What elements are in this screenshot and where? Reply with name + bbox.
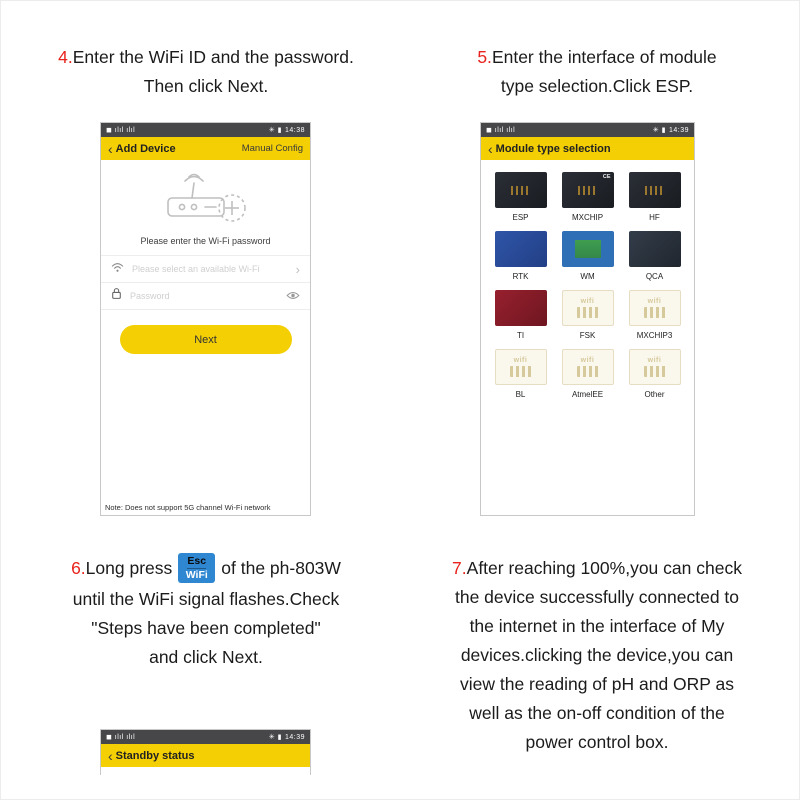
step-6-line1-pre: Long press: [85, 557, 173, 578]
status-time: 14:38: [284, 126, 305, 134]
step-7-line7: power control box.: [525, 732, 669, 752]
app-header: [481, 137, 694, 160]
status-bar: [481, 123, 694, 137]
module-image: [562, 231, 614, 267]
status-right-icons: ✳ ▮: [268, 127, 282, 134]
step-5-number: 5.: [477, 47, 492, 67]
wifi-logo-bars-icon: [644, 307, 666, 318]
step-7-line6: well as the on-off condition of the: [469, 703, 725, 723]
module-image: [562, 290, 614, 326]
step-6-line2: until the WiFi signal flashes.Check: [72, 589, 340, 609]
module-label: AtmelEE: [571, 390, 604, 399]
app-header: [101, 137, 310, 160]
module-image: [562, 172, 614, 208]
step-6-line3: "Steps have been completed": [91, 618, 321, 638]
back-icon[interactable]: ‹: [108, 747, 113, 764]
page-title: Module type selection: [495, 142, 611, 155]
wifi-logo-bars-icon: [510, 366, 532, 377]
module-tile-hf[interactable]: [621, 172, 688, 222]
note-5g-warning: Note: Does not support 5G channel Wi-Fi network: [105, 503, 271, 512]
step-6-line4: and click Next.: [149, 647, 263, 667]
step-7-line5: view the reading of pH and ORP as: [459, 674, 734, 694]
module-label: MXCHIP3: [636, 331, 673, 340]
module-mark: CE: [602, 174, 611, 180]
status-time: 14:39: [668, 126, 689, 134]
page-title: Add Device: [115, 142, 176, 155]
wifi-logo-word: wifi: [647, 357, 662, 364]
module-image: [629, 231, 681, 267]
step-6-line1-post: of the ph-803W: [221, 557, 341, 578]
wifi-label: WiFi: [185, 568, 208, 581]
wifi-logo-word: wifi: [513, 357, 528, 364]
module-image: [629, 172, 681, 208]
module-tile-fsk[interactable]: [554, 290, 621, 340]
module-label: HF: [649, 213, 660, 222]
step-5-line1: Enter the interface of module: [491, 47, 717, 67]
back-icon[interactable]: ‹: [108, 140, 113, 157]
module-tile-other[interactable]: [621, 349, 688, 399]
manual-config-button[interactable]: Manual Config: [241, 143, 303, 154]
wifi-logo-bars-icon: [577, 366, 599, 377]
module-label: Other: [644, 390, 665, 399]
module-label: ESP: [512, 213, 529, 222]
status-right-icons: ✳ ▮: [652, 127, 666, 134]
module-image: [495, 349, 547, 385]
router-illustration: [101, 170, 310, 232]
wifi-logo-word: wifi: [647, 298, 662, 305]
module-tile-rtk[interactable]: [487, 231, 554, 281]
status-left-icons: ◼ ılıl ılıl: [486, 127, 516, 134]
wifi-select-row[interactable]: [101, 256, 310, 283]
esc-label: Esc: [187, 555, 207, 567]
phone-screenshot-standby-status: [100, 729, 311, 775]
password-placeholder: Password: [130, 291, 170, 301]
wifi-logo-bars-icon: [577, 307, 599, 318]
step-7-line1: After reaching 100%,you can check: [466, 558, 742, 578]
module-label: FSK: [579, 331, 596, 340]
module-label: BL: [515, 390, 526, 399]
module-label: TI: [516, 331, 525, 340]
wifi-password-hint: Please enter the Wi-Fi password: [101, 236, 310, 256]
module-tile-bl[interactable]: [487, 349, 554, 399]
module-tile-esp[interactable]: [487, 172, 554, 222]
step-4-number: 4.: [58, 47, 73, 67]
module-tile-mxchip[interactable]: [554, 172, 621, 222]
status-right-icons: ✳ ▮: [268, 734, 282, 741]
step-6-number: 6.: [71, 557, 86, 578]
app-header: [101, 744, 310, 767]
lock-icon: [111, 287, 122, 305]
status-bar: [101, 123, 310, 137]
wifi-icon: [111, 260, 124, 278]
module-label: WM: [580, 272, 595, 281]
module-image: [629, 349, 681, 385]
module-image: [629, 290, 681, 326]
step-4-line1: Enter the WiFi ID and the password.: [72, 47, 354, 67]
module-tile-ti[interactable]: [487, 290, 554, 340]
phone-screenshot-add-device: [100, 122, 311, 516]
wifi-select-placeholder: Please select an available Wi-Fi: [132, 264, 260, 274]
status-left-icons: ◼ ılıl ılıl: [106, 734, 136, 741]
next-button[interactable]: Next: [120, 325, 292, 354]
module-image: [495, 290, 547, 326]
module-tile-qca[interactable]: [621, 231, 688, 281]
step-4-instruction: [29, 43, 383, 101]
module-tile-wm[interactable]: [554, 231, 621, 281]
step-6-instruction: [29, 551, 383, 672]
step-7-number: 7.: [452, 558, 467, 578]
step-5-instruction: [429, 43, 765, 101]
module-grid: [481, 160, 694, 399]
back-icon[interactable]: ‹: [488, 140, 493, 157]
module-tile-mxchip3[interactable]: [621, 290, 688, 340]
step-5-line2: type selection.Click ESP.: [500, 76, 694, 96]
chevron-right-icon: ›: [295, 261, 300, 277]
step-7-line3: the internet in the interface of My: [469, 616, 725, 636]
step-4-line2: Then click Next.: [143, 76, 269, 96]
module-image: [562, 349, 614, 385]
esc-wifi-button-icon: [178, 553, 215, 583]
wifi-logo-word: wifi: [580, 298, 595, 305]
phone-screenshot-module-selection: [480, 122, 695, 516]
page-title: Standby status: [115, 749, 195, 762]
module-image: [495, 172, 547, 208]
password-row[interactable]: [101, 283, 310, 310]
module-label: QCA: [645, 272, 664, 281]
status-bar: [101, 730, 310, 744]
status-left-icons: ◼ ılıl ılıl: [106, 127, 136, 134]
eye-icon[interactable]: [286, 287, 300, 305]
module-label: MXCHIP: [571, 213, 604, 222]
module-tile-atmelee[interactable]: [554, 349, 621, 399]
step-7-line2: the device successfully connected to: [454, 587, 740, 607]
step-7-instruction: [419, 554, 775, 757]
wifi-logo-word: wifi: [580, 357, 595, 364]
module-image: [495, 231, 547, 267]
module-label: RTK: [512, 272, 529, 281]
status-time: 14:39: [284, 733, 305, 741]
step-7-line4: devices.clicking the device,you can: [460, 645, 734, 665]
wifi-logo-bars-icon: [644, 366, 666, 377]
